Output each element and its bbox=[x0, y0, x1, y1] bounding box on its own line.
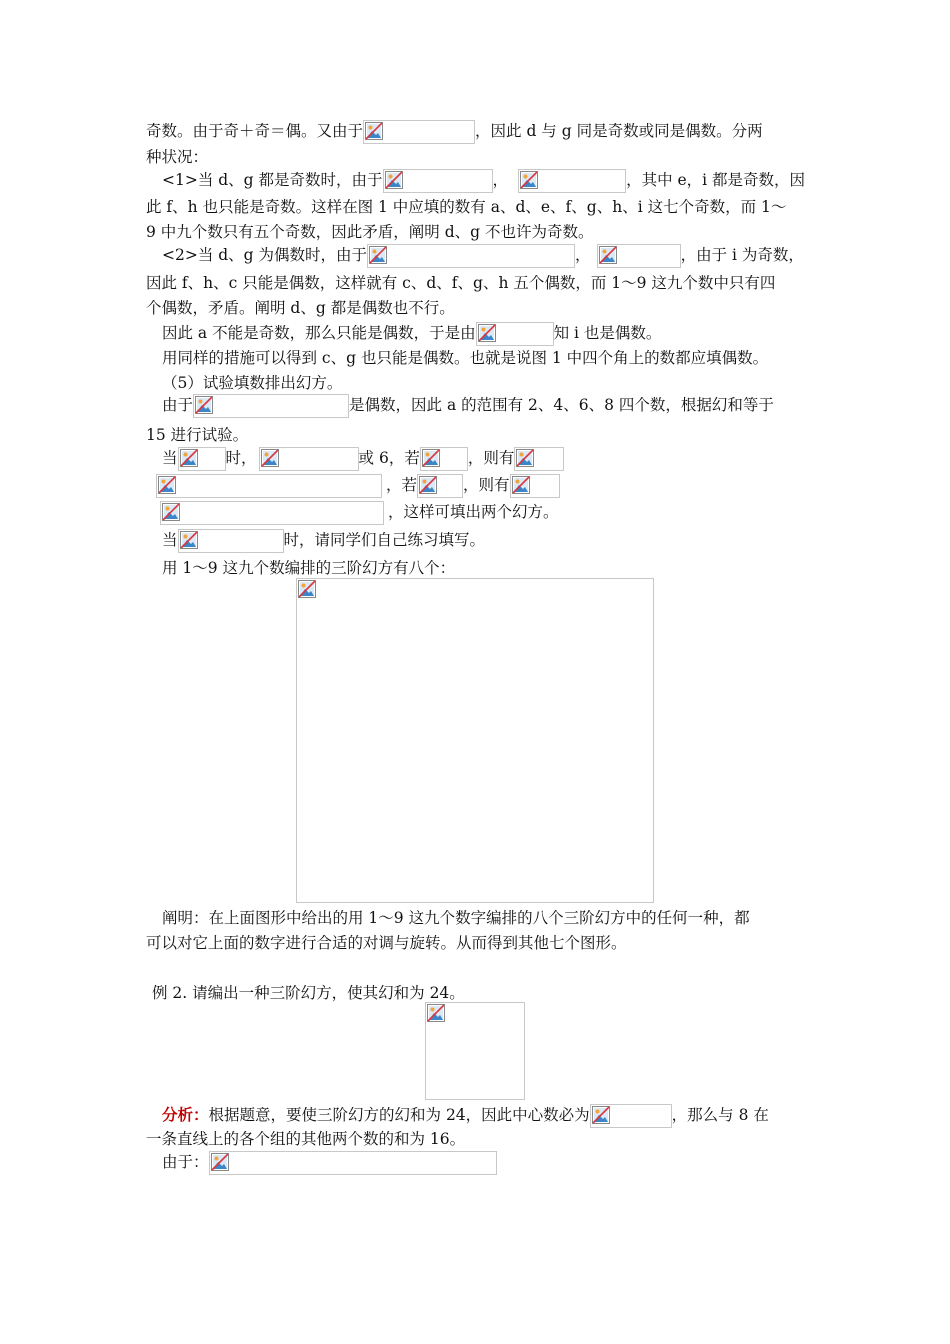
image-placeholder bbox=[178, 529, 284, 553]
broken-image-icon bbox=[298, 580, 316, 598]
image-placeholder bbox=[178, 447, 226, 471]
broken-image-icon bbox=[261, 449, 279, 467]
image-placeholder bbox=[156, 474, 382, 498]
text-span: 是偶数，因此 a 的范围有 2、4、6、8 四个数，根据幻和等于 bbox=[349, 396, 774, 414]
text-line bbox=[162, 394, 774, 418]
text-line: （5）试验填数排出幻方。 bbox=[162, 374, 343, 392]
text-span: 奇数。由于奇＋奇＝偶。又由于 bbox=[146, 122, 364, 140]
text-line: 个偶数，矛盾。阐明 d、g 都是偶数也不行。 bbox=[146, 299, 455, 317]
image-placeholder bbox=[518, 169, 626, 193]
magic-squares-image bbox=[296, 578, 654, 903]
broken-image-icon bbox=[365, 122, 383, 140]
text-line bbox=[162, 169, 805, 193]
text-line: 用 1～9 这九个数编排的三阶幻方有八个： bbox=[162, 559, 456, 577]
text-line bbox=[146, 120, 763, 144]
text-line: 种状况： bbox=[146, 148, 209, 166]
analysis-label: 分析： bbox=[162, 1105, 209, 1124]
text-line bbox=[162, 244, 804, 268]
text-span: <2>当 d、g 为偶数时，由于 bbox=[162, 246, 368, 264]
text-span: 当 bbox=[162, 449, 178, 467]
text-span: 根据题意，要使三阶幻方的幻和为 24，因此中心数必为 bbox=[208, 1106, 590, 1124]
image-placeholder bbox=[514, 447, 564, 471]
text-span: 因此 a 不能是奇数，那么只能是偶数，于是由 bbox=[162, 324, 476, 342]
text-line bbox=[162, 529, 485, 553]
example-image bbox=[425, 1002, 525, 1100]
text-line: 可以对它上面的数字进行合适的对调与旋转。从而得到其他七个图形。 bbox=[146, 934, 627, 952]
image-placeholder bbox=[209, 1151, 497, 1175]
text-span: ，若 bbox=[386, 476, 418, 494]
text-line bbox=[162, 447, 564, 471]
text-span: ，由于 i 为奇数， bbox=[680, 246, 804, 264]
image-placeholder bbox=[367, 244, 575, 268]
text-span: 或 6，若 bbox=[358, 449, 420, 467]
text-line: 用同样的措施可以得到 c、g 也只能是偶数。也就是说图 1 中四个角上的数都应填偶数。 bbox=[162, 349, 769, 367]
text-span: 知 i 也是偶数。 bbox=[553, 324, 662, 342]
text-span: ，其中 e，i 都是奇数，因 bbox=[626, 171, 806, 189]
text-span: 时， bbox=[225, 449, 257, 467]
text-line: 阐明：在上面图形中给出的用 1～9 这九个数字编排的八个三阶幻方中的任何一种，都 bbox=[162, 909, 750, 927]
text-line bbox=[162, 1151, 497, 1175]
image-placeholder bbox=[259, 447, 359, 471]
image-placeholder bbox=[476, 322, 554, 346]
image-placeholder bbox=[597, 244, 681, 268]
broken-image-icon bbox=[478, 324, 496, 342]
text-span: ，因此 d 与 g 同是奇数或同是偶数。分两 bbox=[475, 122, 763, 140]
broken-image-icon bbox=[180, 449, 198, 467]
broken-image-icon bbox=[419, 476, 437, 494]
image-placeholder bbox=[590, 1104, 672, 1128]
text-span: ，则有 bbox=[463, 476, 510, 494]
text-span: ， bbox=[492, 171, 509, 189]
image-placeholder bbox=[193, 394, 349, 418]
broken-image-icon bbox=[520, 171, 538, 189]
text-span: <1>当 d、g 都是奇数时，由于 bbox=[162, 171, 383, 189]
broken-image-icon bbox=[512, 476, 530, 494]
text-span: ，那么与 8 在 bbox=[671, 1106, 769, 1124]
broken-image-icon bbox=[422, 449, 440, 467]
text-line: 因此 f、h、c 只能是偶数，这样就有 c、d、f、g、h 五个偶数，而 1～9 这九个数中只有四 bbox=[146, 274, 776, 292]
broken-image-icon bbox=[385, 171, 403, 189]
text-span: 由于： bbox=[162, 1153, 209, 1171]
image-placeholder bbox=[510, 474, 560, 498]
broken-image-icon bbox=[195, 396, 213, 414]
text-span: 由于 bbox=[162, 396, 194, 414]
broken-image-icon bbox=[162, 503, 180, 521]
broken-image-icon bbox=[516, 449, 534, 467]
text-line bbox=[162, 322, 661, 346]
broken-image-icon bbox=[369, 246, 387, 264]
broken-image-icon bbox=[592, 1106, 610, 1124]
broken-image-icon bbox=[427, 1004, 445, 1022]
broken-image-icon bbox=[180, 531, 198, 549]
text-line: 9 中九个数只有五个奇数，因此矛盾，阐明 d、g 不也许为奇数。 bbox=[146, 223, 594, 241]
image-placeholder bbox=[160, 501, 384, 525]
text-line bbox=[156, 474, 560, 498]
text-line bbox=[162, 1104, 769, 1128]
text-span: ，这样可填出两个幻方。 bbox=[388, 503, 559, 521]
text-line bbox=[160, 501, 559, 525]
example-heading: 例 2. 请编出一种三阶幻方，使其幻和为 24。 bbox=[152, 984, 465, 1002]
text-line: 一条直线上的各个组的其他两个数的和为 16。 bbox=[146, 1130, 466, 1148]
text-span: ， bbox=[575, 246, 591, 264]
text-span: ，则有 bbox=[467, 449, 515, 467]
text-line: 15 进行试验。 bbox=[146, 426, 249, 444]
text-span: 当 bbox=[162, 531, 178, 549]
broken-image-icon bbox=[599, 246, 617, 264]
image-placeholder bbox=[420, 447, 468, 471]
text-line: 此 f、h 也只能是奇数。这样在图 1 中应填的数有 a、d、e、f、g、h、i 这七个奇数，而 1～ bbox=[146, 198, 787, 216]
broken-image-icon bbox=[211, 1153, 229, 1171]
image-placeholder bbox=[383, 169, 493, 193]
image-placeholder bbox=[417, 474, 463, 498]
broken-image-icon bbox=[158, 476, 176, 494]
image-placeholder bbox=[363, 120, 475, 144]
text-span: 时，请同学们自己练习填写。 bbox=[283, 531, 486, 549]
